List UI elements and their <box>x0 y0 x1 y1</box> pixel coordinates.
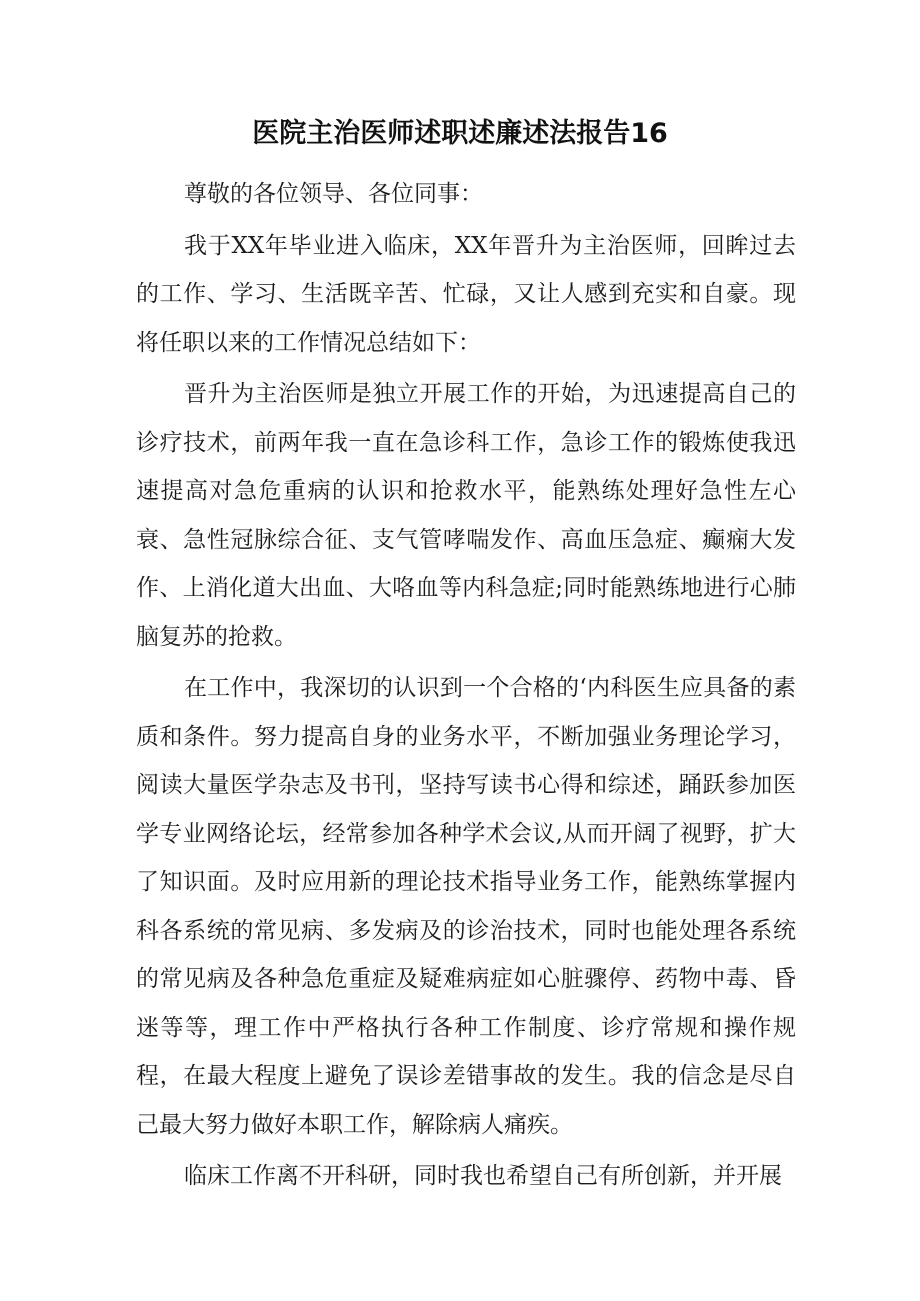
salutation-paragraph: 尊敬的各位领导、各位同事： <box>184 181 483 207</box>
body-paragraph: 临床工作离不开科研，同时我也希望自己有所创新，并开展 <box>184 1163 782 1189</box>
document-title: 医院主治医师述职述廉述法报告16 <box>252 118 668 149</box>
document-body <box>136 170 796 1204</box>
body-paragraph: 在工作中，我深切的认识到一个合格的‘内科医生应具备的素质和条件。努力提高自身的业务水平，不断加强业务理论学习，阅读大量医学杂志及书刊，坚持写读书心得和综述，踊跃参加医学专业网络论坛，经常参加各种学术会议,从而开阔了视野，扩大了知识面。及时应用新的理论技术指导业务工作，能熟练掌握内科各系统的常见病、多发病及的诊治技术，同时也能处理各系统的常见病及各种急危重症及疑难病症如心脏骤停、药物中毒、昏迷等等，理工作中严格执行各种工作制度、诊疗常规和操作规程，在最大程度上避免了误诊差错事故的发生。我的信念是尽自己最大努力做好本职工作，解除病人痛疾。 <box>136 675 796 1138</box>
body-paragraph: 晋升为主治医师是独立开展工作的开始，为迅速提高自己的诊疗技术，前两年我一直在急诊科工作，急诊工作的锻炼使我迅速提高对急危重病的认识和抢救水平，能熟练处理好急性左心衰、急性冠脉综合征、支气管哮喘发作、高血压急症、癫痫大发作、上消化道大出血、大咯血等内科急症;同时能熟练地进行心肺脑复苏的抢救。 <box>136 381 796 650</box>
body-paragraph: 我于XX年毕业进入临床，XX年晋升为主治医师，回眸过去的工作、学习、生活既辛苦、忙碌，又让人感到充实和自豪。现将任职以来的工作情况总结如下： <box>136 232 796 356</box>
